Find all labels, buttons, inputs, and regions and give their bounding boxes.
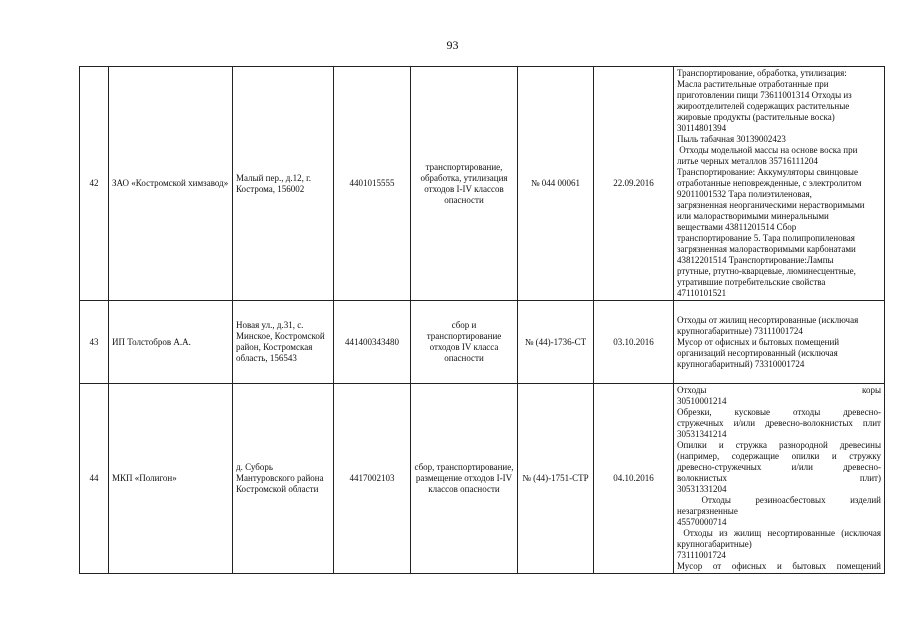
waste-line: 45570000714 [677,517,727,527]
waste-line: Опилки и стружка разнородной древесины [677,440,881,450]
waste-line: Транспортирование: Аккумуляторы свинцовые [677,167,858,177]
waste-line: Обрезки, кусковые отходы древесно- [677,407,881,417]
organization-address: Малый пер., д.12, г. Кострома, 156002 [233,67,334,301]
waste-list [674,67,885,301]
waste-line: Отходы из жилищ несортированные (исключая [677,528,881,538]
activity-type: сбор, транспортирование, размещение отходов I-IV классов опасности [411,384,518,574]
organization-name: ИП Толстобров А.А. [109,301,233,384]
waste-line: 30531331204 [677,484,727,494]
license-date: 22.09.2016 [594,67,674,301]
table-row [80,384,885,574]
activity-type: транспортирование, обработка, утилизация отходов I-IV классов опасности [411,67,518,301]
waste-line: Транспортирование, обработка, утилизация: [677,68,847,78]
waste-line: 30510001214 [677,396,727,406]
waste-line: Отходы от жилищ несортированные (исключая [677,314,859,325]
activity-type: сбор и транспортирование отходов IV класса опасности [411,301,518,384]
license-number: № (44)-1751-СТР [518,384,594,574]
organization-name: ЗАО «Костромской химзавод» [109,67,233,301]
waste-line: загрязненная малорастворимыми карбонатами [677,244,856,254]
organization-address: Новая ул., д.31, с. Минское, Костромской район, Костромская область, 156543 [233,301,334,384]
license-number: № 044 00061 [518,67,594,301]
inn-code: 4401015555 [334,67,411,301]
waste-line: 30114801394 [677,123,727,133]
row-number: 42 [80,67,109,301]
waste-line: ртутные, ртутно-кварцевые, люминесцентные, [677,266,856,276]
waste-line: стружечных и/или древесно-волокнистых плит [677,418,881,428]
waste-line: Пыль табачная 30139002423 [677,134,786,144]
waste-line: жироотделителей содержащих растительные [677,101,850,111]
registry-table [79,66,885,574]
waste-line: жировые продукты (растительные воска) [677,112,835,122]
waste-line: отработанные неповрежденные, с электролитом [677,178,862,188]
waste-line: (например, содержащие опилки и стружку [677,451,881,461]
row-number: 44 [80,384,109,574]
license-number: № (44)-1736-СТ [518,301,594,384]
waste-line: 73111001724 [677,550,726,560]
waste-line: Масла растительные отработанные при [677,79,829,89]
license-date: 04.10.2016 [594,384,674,574]
waste-line: древесно-стружечных и/или древесно- [677,462,881,472]
waste-line: транспортирование 5. Тара полипропиленовая [677,233,855,243]
waste-line: приготовлении пищи 73611001314 Отходы из [677,90,852,100]
waste-line: Отходы резиноасбестовых изделий [677,495,881,505]
waste-line: волокнистых плит) [677,473,881,483]
table-row [80,301,885,384]
waste-line: организаций несортированный (исключая [677,347,838,358]
waste-line: крупногабаритные) 73111001724 [677,325,803,336]
waste-line: Мусор от офисных и бытовых помещений [677,561,881,571]
table-row [80,67,885,301]
row-number: 43 [80,301,109,384]
waste-line: незагрязненные [677,506,738,516]
waste-line: 47110101521 [677,288,727,298]
waste-line: или малорастворимыми минеральными [677,211,829,221]
waste-line: 92011001532 Тара полиэтиленовая, [677,189,812,199]
waste-line: крупногабаритные) [677,539,752,549]
waste-list [674,384,885,574]
waste-list [674,301,885,384]
license-date: 03.10.2016 [594,301,674,384]
organization-name: МКП «Полигон» [109,384,233,574]
waste-line: утратившие потребительские свойства [677,277,826,287]
waste-line: Отходы коры [677,385,881,395]
waste-line: крупногабаритный) 73310001724 [677,358,805,369]
waste-line: 43812201514 Транспортирование:Лампы [677,255,834,265]
page-number: 93 [446,38,459,52]
waste-line: загрязненная неорганическими нерастворимыми [677,200,865,210]
organization-address: д. Суборь Мантуровского района Костромской области [233,384,334,574]
waste-line: Мусор от офисных и бытовых помещений [677,336,840,347]
waste-line: 30531341214 [677,429,727,439]
waste-line: веществами 43811201514 Сбор [677,222,797,232]
inn-code: 4417002103 [334,384,411,574]
waste-line: Отходы модельной массы на основе воска при [677,145,858,155]
inn-code: 441400343480 [334,301,411,384]
waste-line: литье черных металлов 35716111204 [677,156,818,166]
